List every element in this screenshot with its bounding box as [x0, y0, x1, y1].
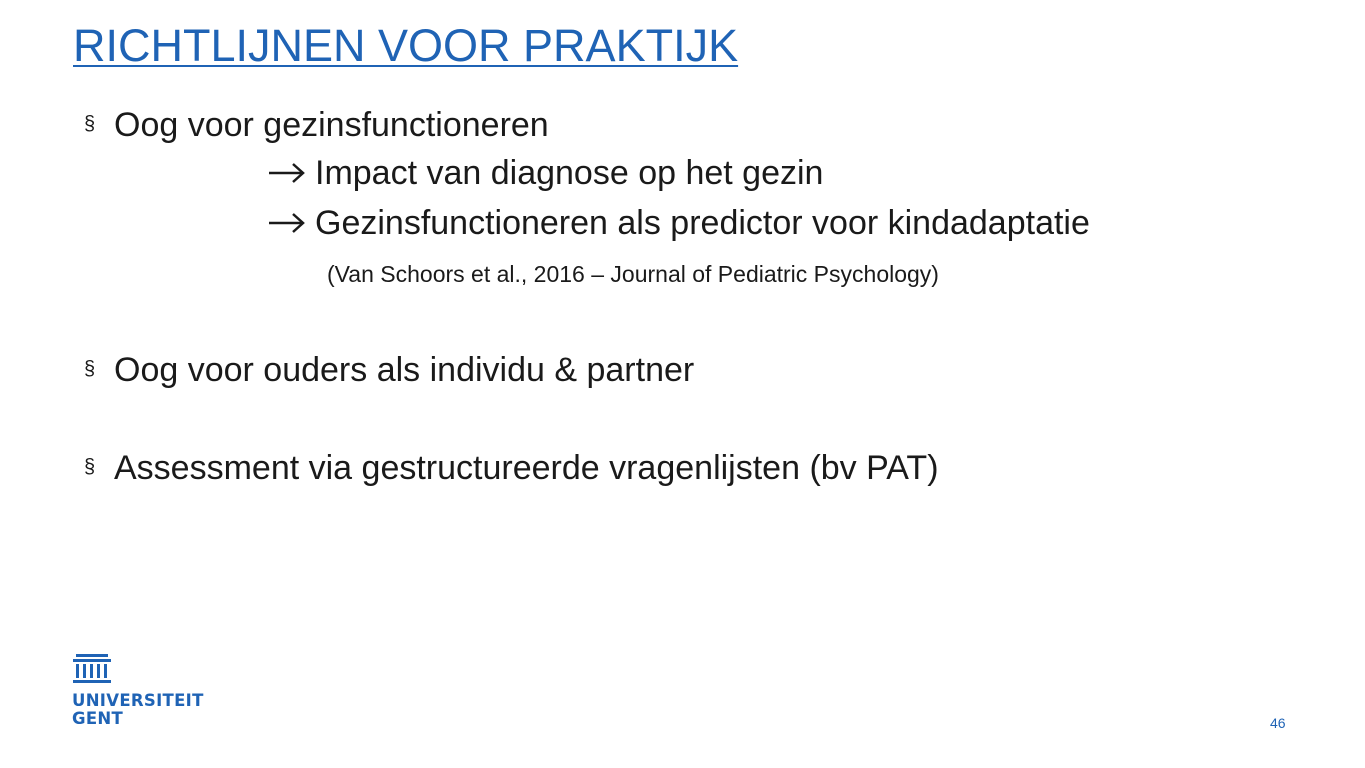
subpoint-1-text: Impact van diagnose op het gezin	[315, 154, 824, 192]
bullet-marker: §	[84, 358, 96, 381]
bullet-3-text: Assessment via gestructureerde vragenlijsten (bv PAT)	[114, 449, 939, 487]
bullet-marker: §	[84, 456, 96, 479]
subpoint-2	[267, 203, 1090, 243]
subpoint-1	[267, 153, 823, 193]
university-building-icon	[72, 650, 112, 688]
citation: (Van Schoors et al., 2016 – Journal of Pediatric Psychology)	[327, 261, 939, 287]
page-number: 46	[1270, 715, 1286, 731]
logo-line-2: GENT	[72, 709, 124, 728]
bullet-1	[84, 105, 549, 147]
logo-line-1: UNIVERSITEIT	[72, 691, 204, 710]
bullet-2	[84, 350, 694, 392]
bullet-3	[84, 448, 939, 490]
bullet-2-text: Oog voor ouders als individu & partner	[114, 351, 695, 389]
university-logo	[72, 650, 204, 740]
bullet-1-text: Oog voor gezinsfunctioneren	[114, 106, 549, 144]
bullet-marker: §	[84, 113, 96, 136]
slide-title: RICHTLIJNEN VOOR PRAKTIJK	[73, 20, 739, 71]
arrow-right-icon	[267, 162, 315, 184]
subpoint-2-text: Gezinsfunctioneren als predictor voor kindadaptatie	[315, 204, 1090, 242]
arrow-right-icon	[267, 212, 315, 234]
